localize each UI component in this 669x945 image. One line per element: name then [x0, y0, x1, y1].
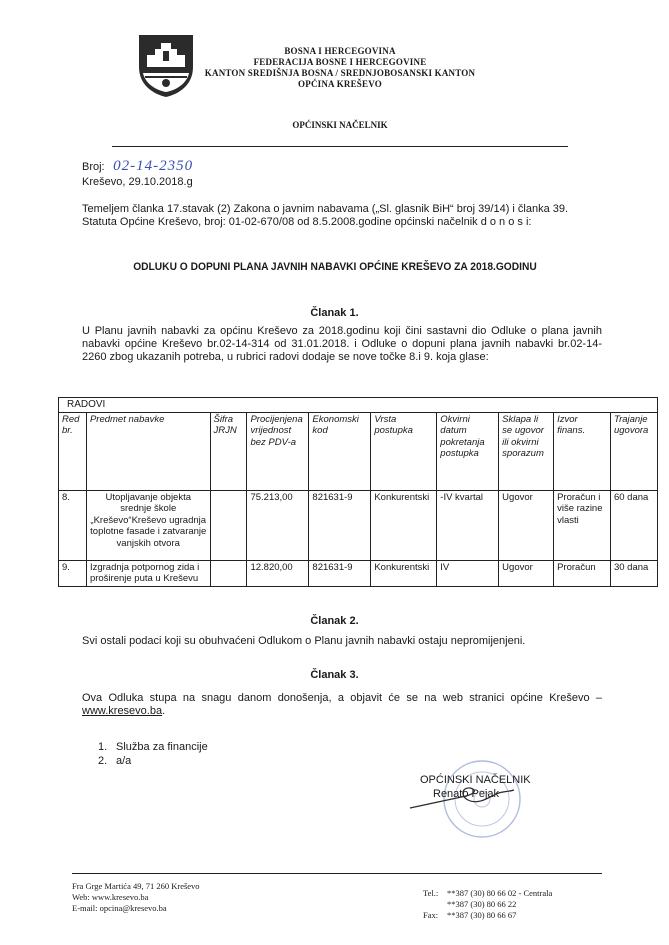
- col-header-izvor: Izvor finans.: [554, 412, 611, 490]
- col-header-sifra: Šifra JRJN: [210, 412, 247, 490]
- preamble-paragraph: Temeljem članka 17.stavak (2) Zakona o javnim nabavama („Sl. glasnik BiH“ broj 39/14) i članka 39. Statuta Općine Kreševo, broj: 01-02-670/08 od 8.5.2008.godine općinski načelnik d o n o s i:: [82, 203, 569, 228]
- table-section-row: [59, 398, 658, 413]
- list-item-label: Služba za financije: [116, 741, 208, 753]
- cell-vrijednost: 75.213,00: [247, 490, 309, 560]
- cell-datum: IV: [437, 560, 499, 586]
- cell-predmet: Izgradnja potpornog zida i proširenje puta u Kreševu: [86, 560, 210, 586]
- table-row: [59, 560, 658, 586]
- cell-konto: 821631-9: [309, 560, 371, 586]
- col-header-vrijednost: Procijenjena vrijednost bez PDV-a: [247, 412, 309, 490]
- cell-vrijednost: 12.820,00: [247, 560, 309, 586]
- cell-trajanje: 60 dana: [610, 490, 657, 560]
- table-section-label: RADOVI: [59, 398, 658, 413]
- footer-divider: [72, 873, 602, 874]
- municipality-website-link[interactable]: www.kresevo.ba: [82, 705, 163, 717]
- article-3-heading: Članak 3.: [310, 669, 359, 681]
- document-date: Kreševo, 29.10.2018.g: [82, 176, 193, 188]
- footer-tel-label: Tel.:: [423, 888, 439, 898]
- footer-contact-left: [72, 881, 200, 914]
- footer-contact-right: [423, 888, 552, 921]
- col-header-konto: Ekonomski kod: [309, 412, 371, 490]
- footer-email: E-mail: opcina@kresevo.ba: [72, 903, 167, 913]
- list-item: [98, 740, 208, 754]
- footer-web: Web: www.kresevo.ba: [72, 892, 149, 902]
- table-header-row: [59, 412, 658, 490]
- cell-ugovor: Ugovor: [499, 490, 554, 560]
- col-header-trajanje: Trajanje ugovora: [610, 412, 657, 490]
- article-1-text: U Planu javnih nabavki za općinu Kreševo za 2018.godinu koji čini sastavni dio Odluke o plana javnih nabavki općine Kreševo br.02-14-314 od 31.01.2018. i Odluke o dopuni plana javnih nabavki br.02-14-2260 zbog ukazanih potreba, u rubrici radovi dodaje se nove točke 8.i 9. koja glase:: [82, 325, 602, 363]
- article-1-heading: Članak 1.: [310, 307, 359, 319]
- cell-trajanje: 30 dana: [610, 560, 657, 586]
- article-3-body: Ova Odluka stupa na snagu danom donošenja, a objavit će se na web stranici općine Kreševo –: [82, 692, 602, 704]
- cell-predmet: Utopljavanje objekta srednje škole „Kreševo“Kreševo ugradnja toplotne fasade i zatvaranje vanjskih otvora: [86, 490, 210, 560]
- signatory-name: Renato Pejak: [433, 788, 500, 800]
- header-canton: KANTON SREDIŠNJA BOSNA / SREDNJOBOSANSKI KANTON: [204, 68, 476, 78]
- distribution-list: [98, 740, 208, 768]
- cell-postupak: Konkurentski: [371, 560, 437, 586]
- cell-sifra: [210, 560, 247, 586]
- cell-datum: -IV kvartal: [437, 490, 499, 560]
- header-office: OPĆINSKI NAČELNIK: [292, 120, 388, 130]
- cell-izvor: Proračun i više razine vlasti: [554, 490, 611, 560]
- header-federation: FEDERACIJA BOSNE I HERCEGOVINE: [253, 57, 427, 67]
- article-2-text: Svi ostali podaci koji su obuhvaćeni Odlukom o Planu javnih nabavki ostaju nepromijenjeni.: [82, 635, 526, 647]
- cell-red-br: 8.: [59, 490, 87, 560]
- header-municipality: OPĆINA KREŠEVO: [298, 79, 382, 89]
- list-item: [98, 754, 208, 768]
- header-country: BOSNA I HERCEGOVINA: [284, 46, 396, 56]
- cell-sifra: [210, 490, 247, 560]
- list-item-number: 1.: [98, 741, 108, 753]
- handwritten-signature: [408, 778, 518, 818]
- col-header-red-br: Red br.: [59, 412, 87, 490]
- col-header-predmet: Predmet nabavke: [86, 412, 210, 490]
- list-item-label: a/a: [116, 755, 132, 767]
- col-header-datum: Okvirni datum pokretanja postupka: [437, 412, 499, 490]
- footer-tel2: **387 (30) 80 66 22: [447, 899, 517, 909]
- decision-title: ODLUKU O DOPUNI PLANA JAVNIH NABAVKI OPĆINE KREŠEVO ZA 2018.GODINU: [133, 261, 537, 273]
- document-number-label: Broj:: [82, 161, 105, 173]
- article-2-heading: Članak 2.: [310, 615, 359, 627]
- cell-izvor: Proračun: [554, 560, 611, 586]
- list-item-number: 2.: [98, 755, 108, 767]
- article-3-period: .: [162, 705, 166, 717]
- document-number-handwritten: 02-14-2350: [113, 158, 194, 174]
- cell-postupak: Konkurentski: [371, 490, 437, 560]
- footer-fax: **387 (30) 80 66 67: [447, 910, 517, 920]
- cell-konto: 821631-9: [309, 490, 371, 560]
- footer-address: Fra Grge Martića 49, 71 260 Kreševo: [72, 881, 200, 891]
- col-header-ugovor: Sklapa li se ugovor ili okvirni sporazum: [499, 412, 554, 490]
- cell-ugovor: Ugovor: [499, 560, 554, 586]
- header-divider: [112, 146, 568, 147]
- table-row: [59, 490, 658, 560]
- document-number: [82, 157, 193, 175]
- footer-fax-label: Fax:: [423, 910, 439, 920]
- col-header-postupak: Vrsta postupka: [371, 412, 437, 490]
- cell-red-br: 9.: [59, 560, 87, 586]
- signatory-title: OPĆINSKI NAČELNIK: [420, 774, 531, 786]
- procurement-table: [58, 397, 658, 587]
- article-3-text: [82, 692, 602, 718]
- footer-tel1: **387 (30) 80 66 02 - Centrala: [447, 888, 553, 898]
